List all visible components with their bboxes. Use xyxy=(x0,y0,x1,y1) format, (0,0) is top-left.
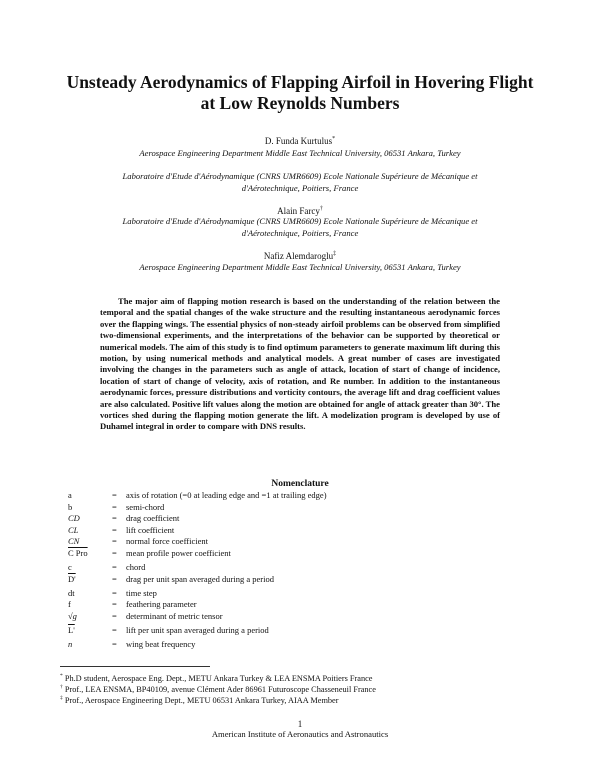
nomenclature-symbol: √g xyxy=(68,610,77,621)
nomenclature-symbol: dt xyxy=(68,587,75,598)
affiliation-metu-2: Aerospace Engineering Department Middle East Technical University, 06531 Ankara, Turkey xyxy=(139,262,461,272)
organization-footer: American Institute of Aeronautics and Astronautics xyxy=(211,729,389,739)
nomenclature-definition: wing beat frequency xyxy=(126,638,196,649)
nomenclature-symbol: CN xyxy=(68,536,80,547)
nomenclature-definition: feathering parameter xyxy=(126,599,197,610)
paper-title: Unsteady Aerodynamics of Flapping Airfoil in Hovering Flight at Low Reynolds Numbers xyxy=(66,72,534,113)
nomenclature-symbol: c xyxy=(68,561,72,572)
nomenclature-symbol: L' xyxy=(68,624,75,635)
nomenclature-symbol: D' xyxy=(68,573,76,584)
nomenclature-definition: lift coefficient xyxy=(126,524,175,535)
footnote-divider xyxy=(60,666,210,667)
nomenclature-definition: determinant of metric tensor xyxy=(126,610,223,621)
nomenclature-row: c = chord xyxy=(68,561,146,572)
nomenclature-symbol: CD xyxy=(68,513,80,524)
footnote-1: * Ph.D student, Aerospace Eng. Dept., METU Ankara Turkey & LEA ENSMA Poitiers France xyxy=(60,673,373,683)
nomenclature-row: n = wing beat frequency xyxy=(68,638,196,649)
nomenclature-definition: drag per unit span averaged during a period xyxy=(126,573,274,584)
page-number: 1 xyxy=(297,719,303,729)
footnote-2: † Prof., LEA ENSMA, BP40109, avenue Clément Ader 86961 Futuroscope Chasseneuil France xyxy=(60,684,376,694)
nomenclature-row: dt = time step xyxy=(68,587,157,598)
nomenclature-heading: Nomenclature xyxy=(271,479,329,489)
nomenclature-definition: time step xyxy=(126,587,157,598)
nomenclature-definition: lift per unit span averaged during a period xyxy=(126,624,269,635)
nomenclature-symbol: n xyxy=(68,638,73,649)
nomenclature-definition: mean profile power coefficient xyxy=(126,547,231,558)
nomenclature-row: CN = normal force coefficient xyxy=(68,536,208,547)
nomenclature-definition: drag coefficient xyxy=(126,513,180,524)
nomenclature-row: CL = lift coefficient xyxy=(68,524,175,535)
nomenclature-row: a = axis of rotation (=0 at leading edge and =1 at trailing edge) xyxy=(68,490,327,500)
affiliation-metu-1: Aerospace Engineering Department Middle East Technical University, 06531 Ankara, Turkey xyxy=(139,148,461,158)
nomenclature-row: √g = determinant of metric tensor xyxy=(68,610,223,621)
affiliation-lea-2: Laboratoire d'Etude d'Aérodynamique (CNRS UMR6609) Ecole Nationale Supérieure de Mécanique et d'Aérotechnique, Poitiers, France xyxy=(122,216,478,238)
footnote-3: ‡ Prof., Aerospace Engineering Dept., METU 06531 Ankara Turkey, AIAA Member xyxy=(60,695,339,705)
nomenclature-definition: chord xyxy=(126,561,146,572)
nomenclature-row: CD = drag coefficient xyxy=(68,513,180,524)
nomenclature-symbol: C Pro xyxy=(68,547,88,558)
author-3: Nafiz Alemdaroglu‡ xyxy=(263,251,337,261)
nomenclature-definition: normal force coefficient xyxy=(126,536,208,547)
abstract: The major aim of flapping motion research is based on the understanding of the relation between the temporal and the spatial changes of the wake structure and the resulting instantaneous aerodynamic forces over the flapping wings. The essential physics of non-steady airfoil problems can be observed from simplified two-dimensional experiments, and the interpretations of the behavior can be supported by theoretical or numerical models. The aim of this study is to find optimum parameters to generate maximum lift during this motion, by using numerical methods and analytical models. A great number of cases are investigated involving the changes in the parameters such as angle of attack, location of start of change of incidence, location of start of change of velocity, axis of rotation, and Re number. In addition to the instantaneous aerodynamic forces, pressure distributions and vorticity contours, the average lift and drag coefficient values are also calculated. Positive lift values along the motion are obtained for angle of attack greater than 30°. The vortices shed during the flapping motion generate the lift. A modelization program is developed by use of Duhamel integral in order to compare with DNS results. xyxy=(100,296,500,432)
author-2: Alain Farcy† xyxy=(277,206,323,216)
author-1: D. Funda Kurtulus* xyxy=(264,136,336,146)
nomenclature-row: C Pro = mean profile power coefficient xyxy=(68,547,231,558)
nomenclature-symbol: b xyxy=(68,501,73,512)
nomenclature-list xyxy=(68,490,528,650)
nomenclature-symbol: CL xyxy=(68,524,79,535)
nomenclature-row: b = semi-chord xyxy=(68,501,165,512)
affiliation-lea-1: Laboratoire d'Etude d'Aérodynamique (CNRS UMR6609) Ecole Nationale Supérieure de Mécanique et d'Aérotechnique, Poitiers, France xyxy=(122,171,478,193)
nomenclature-row: D' = drag per unit span averaged during a period xyxy=(68,573,274,584)
nomenclature-definition: axis of rotation (=0 at leading edge and =1 at trailing edge) xyxy=(126,490,327,500)
nomenclature-symbol: f xyxy=(68,599,71,610)
nomenclature-definition: semi-chord xyxy=(126,501,165,512)
nomenclature-row: f = feathering parameter xyxy=(68,599,197,610)
nomenclature-row: L' = lift per unit span averaged during a period xyxy=(68,624,269,635)
nomenclature-symbol: a xyxy=(68,490,72,500)
